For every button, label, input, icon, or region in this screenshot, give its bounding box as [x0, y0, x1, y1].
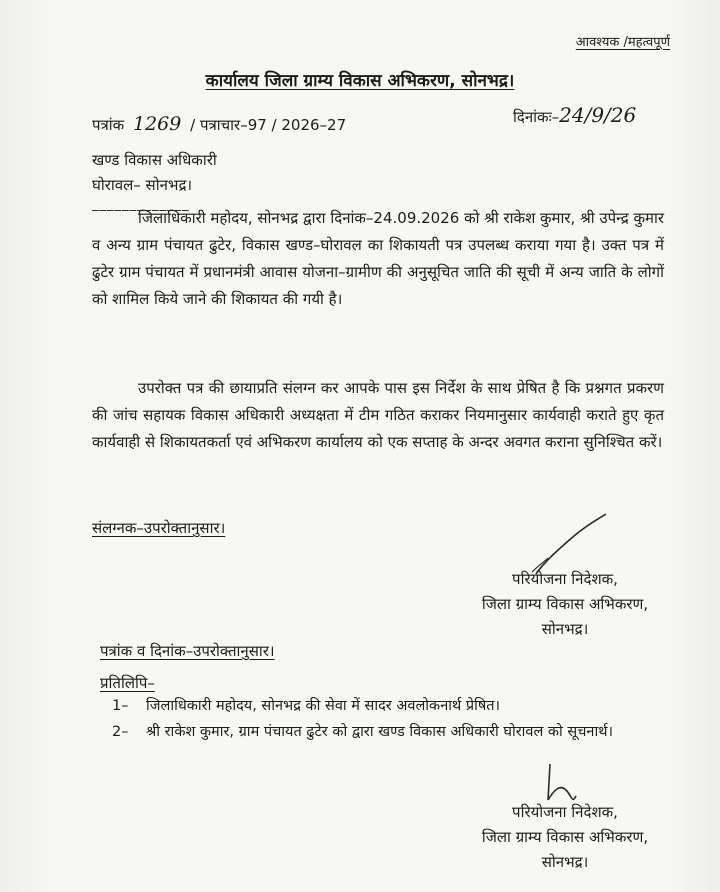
enclosure-note: संलग्नक–उपरोक्तानुसार। [92, 519, 226, 537]
date-line [513, 103, 636, 127]
reference-suffix: / पत्राचार–97 / 2026–27 [190, 116, 347, 134]
copy-number: 2– [112, 724, 129, 740]
signature-block-2 [450, 800, 680, 875]
signature-block-1 [450, 567, 680, 642]
copy-heading: प्रतिलिपि– [100, 674, 155, 692]
copy-list [112, 693, 672, 745]
signer-office: जिला ग्राम्य विकास अभिकरण, [481, 828, 649, 846]
signer-designation: परियोजना निदेशक, [512, 803, 618, 821]
list-item [112, 719, 672, 745]
copy-number: 1– [112, 698, 129, 714]
copy-text: जिलाधिकारी महोदय, सोनभद्र की सेवा में सादर अवलोकनार्थ प्रेषित। [146, 698, 501, 714]
signer-designation: परियोजना निदेशक, [512, 570, 618, 588]
copy-reference: पत्रांक व दिनांक–उपरोक्तानुसार। [100, 642, 275, 660]
addressee-line-1: खण्ड विकास अधिकारी [92, 151, 217, 169]
list-item [112, 693, 672, 719]
handwritten-reference-number: 1269 [133, 113, 182, 135]
reference-number [92, 113, 346, 135]
urgent-label: आवश्यक /महत्वपूर्ण [575, 35, 670, 50]
copy-text: श्री राकेश कुमार, ग्राम पंचायत ढुटेर को द्वारा खण्ड विकास अधिकारी घोरावल को सूचनार्थ। [146, 724, 613, 740]
signer-place: सोनभद्र। [541, 853, 589, 871]
reference-prefix: पत्रांक [92, 116, 125, 134]
office-title: कार्यालय जिला ग्राम्य विकास अभिकरण, सोनभद्र। [205, 71, 515, 91]
signer-place: सोनभद्र। [541, 620, 589, 638]
handwritten-date: 24/9/26 [559, 103, 637, 127]
body-paragraph-2: उपरोक्त पत्र की छायाप्रति संलग्न कर आपके पास इस निर्देश के साथ प्रेषित है कि प्रश्नगत प्रकरण की जांच सहायक विकास अधिकारी अध्यक्षता में टीम गठित कराकर नियमानुसार कार्यवाही कराते हुए कृत कार्यवाही से शिकायतकर्ता एवं अभिकरण कार्यालय को एक सप्ताह के अन्दर अवगत कराना सुनिश्चित करें। [92, 379, 664, 451]
date-label: दिनांकः– [513, 108, 560, 126]
addressee-line-2: घोरावल– सोनभद्र। [92, 176, 193, 194]
addressee-separator: _____________ [92, 197, 190, 212]
body-paragraph-1: जिलाधिकारी महोदय, सोनभद्र द्वारा दिनांक–24.09.2026 को श्री राकेश कुमार, श्री उपेन्द्र कुमार व अन्य ग्राम पंचायत ढुटेर, विकास खण्ड–घोरावल का शिकायती पत्र उपलब्ध कराया गया है। उक्त पत्र में ढुटेर ग्राम पंचायत में प्रधानमंत्री आवास योजना–ग्रामीण की अनुसूचित जाति की सूची में अन्य जाति के लोगों को शामिल किये जाने की शिकायत की गयी है। [92, 209, 664, 308]
signer-office: जिला ग्राम्य विकास अभिकरण, [481, 595, 649, 613]
